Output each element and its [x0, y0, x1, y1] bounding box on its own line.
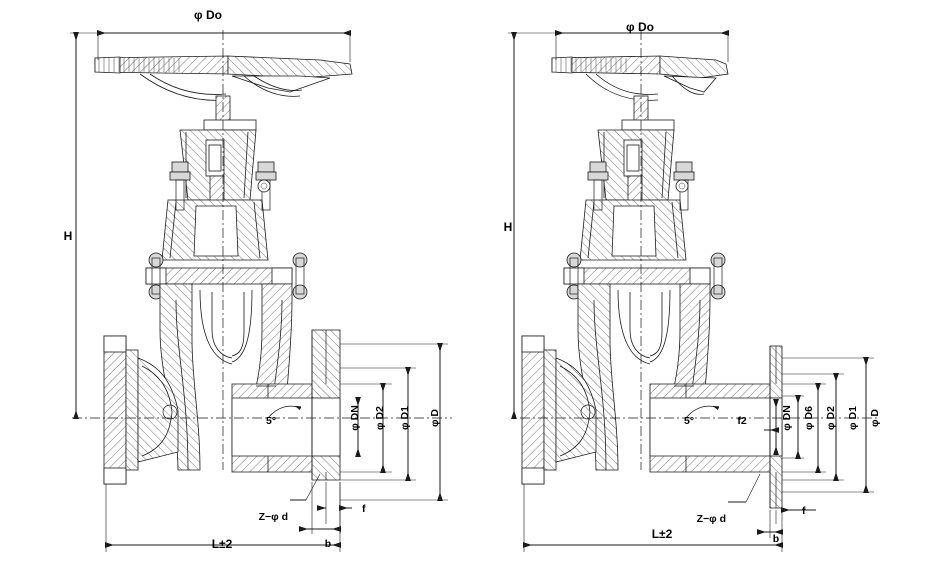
dim-flange-thickness-right: [758, 510, 816, 538]
handwheel-right: [552, 56, 728, 100]
label-d1-right: φ D1: [847, 406, 859, 430]
label-raised-face-left: f: [362, 503, 366, 515]
label-flange-thickness-left: b: [324, 538, 332, 550]
handwheel-left: [95, 56, 352, 100]
label-angle-right: 5°: [684, 415, 695, 427]
label-face-to-face-left: L±2: [211, 537, 233, 551]
label-height-left: H: [63, 229, 73, 243]
label-raised-face-right: f: [802, 505, 806, 517]
label-bolt-holes-right: Z−φ d: [696, 513, 726, 525]
label-d6-right: φ D6: [803, 406, 815, 430]
label-d-left: φ D: [429, 408, 441, 428]
label-flange-thickness-right: b: [772, 533, 780, 545]
label-f2-right: f2: [737, 415, 747, 427]
label-d-right: φ D: [869, 408, 881, 428]
label-face-to-face-right: L±2: [651, 527, 673, 541]
label-height-right: H: [503, 220, 513, 234]
label-d1-left: φ D1: [399, 406, 411, 430]
right-view-group: [508, 30, 880, 552]
dim-flange-thickness-left: [300, 482, 352, 534]
dim-face-to-face-right: [524, 484, 782, 552]
label-d2-left: φ D2: [374, 406, 386, 430]
label-bore-right: φ DN: [781, 405, 793, 431]
label-handwheel-diameter-right: φ Do: [626, 20, 654, 34]
label-d2-right: φ D2: [825, 406, 837, 430]
label-angle-left: 5°: [266, 415, 277, 427]
leader-bolt-holes-right: [728, 474, 760, 502]
dim-height-left: [70, 33, 100, 418]
label-bolt-holes-left: Z−φ d: [258, 511, 288, 523]
label-handwheel-diameter-left: φ Do: [194, 8, 222, 22]
label-bore-left: φ DN: [349, 405, 361, 431]
left-view-group: [70, 30, 452, 552]
right-end-weld-right-view: [650, 346, 782, 508]
